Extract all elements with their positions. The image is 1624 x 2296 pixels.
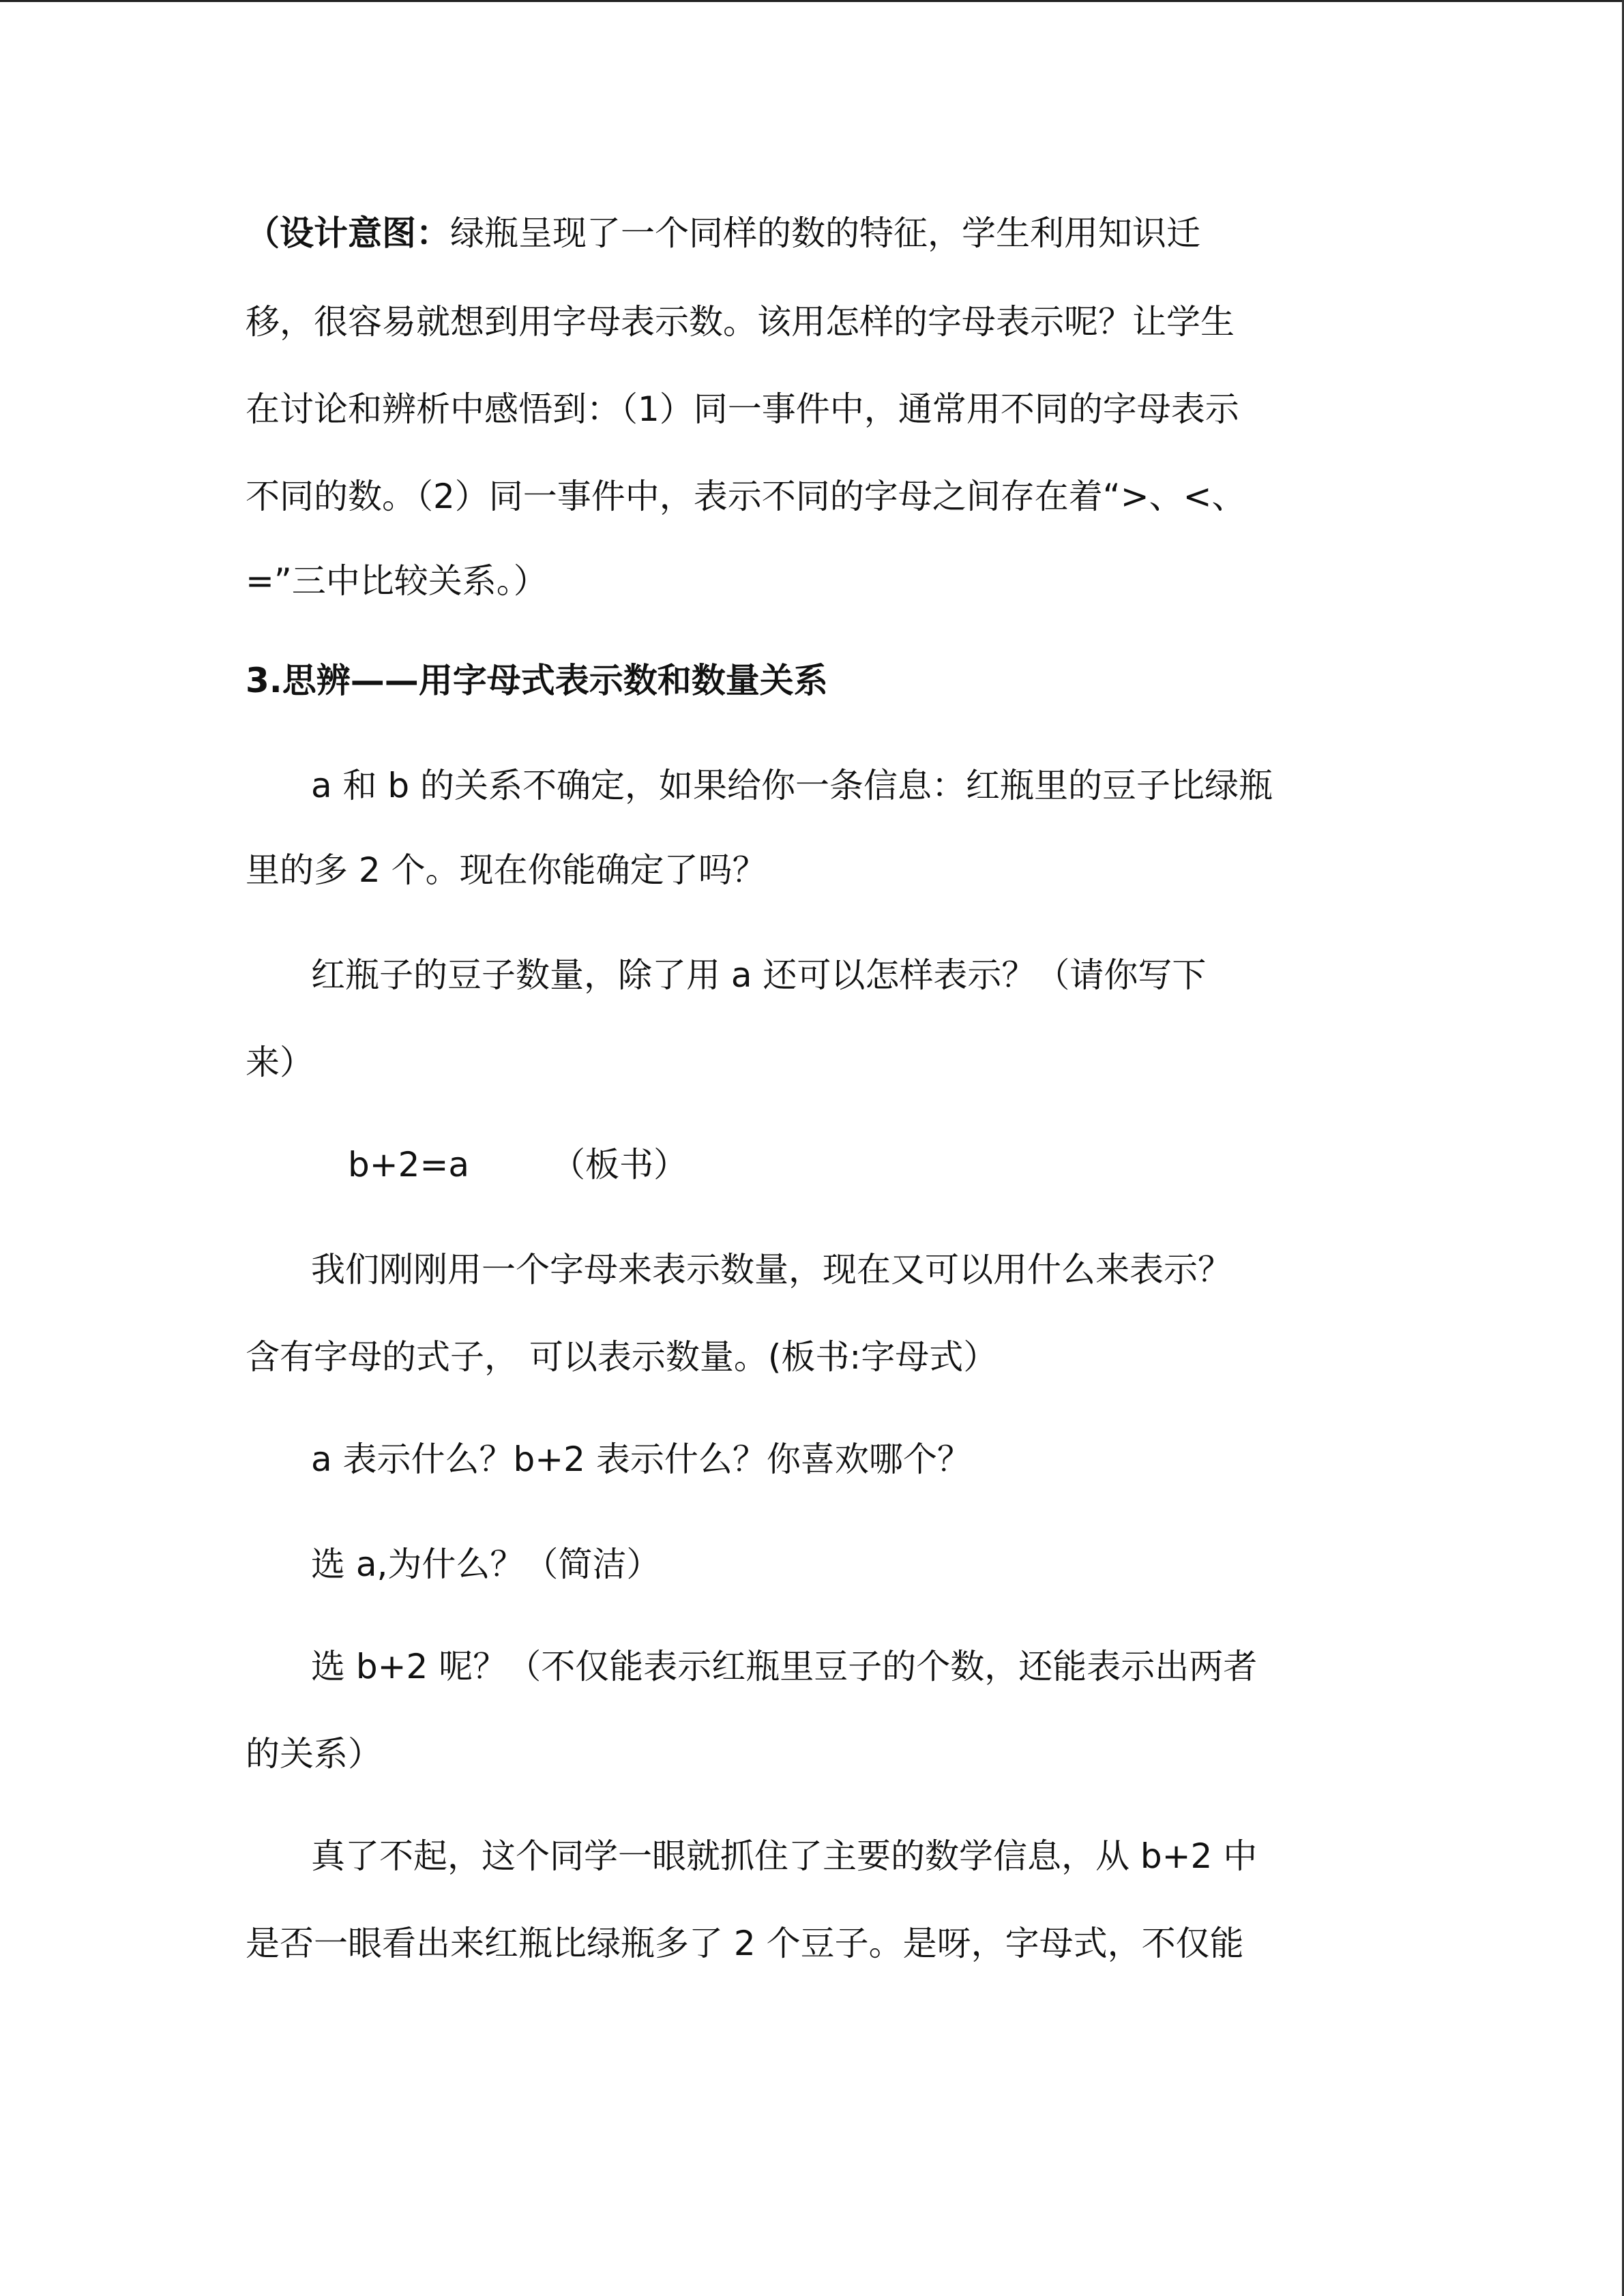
intent-line-3: 在讨论和辨析中感悟到：（1）同一事件中，通常用不同的字母表示	[246, 389, 1239, 429]
p3-line-2: 含有字母的式子， 可以表示数量。(板书:字母式）	[246, 1337, 998, 1377]
intent-line-1	[246, 213, 1200, 254]
p1-line-1: a 和 b 的关系不确定，如果给你一条信息：红瓶里的豆子比绿瓶	[311, 766, 1273, 805]
intent-line-4: 不同的数。（2）同一事件中，表示不同的字母之间存在着“>、<、	[246, 477, 1246, 516]
intent-label: （设计意图：	[246, 213, 450, 253]
p6-line-1: 选 b+2 呢？（不仅能表示红瓶里豆子的个数，还能表示出两者	[311, 1647, 1258, 1686]
p1-line-2: 里的多 2 个。现在你能确定了吗？	[246, 850, 767, 890]
p2-line-2: 来）	[246, 1043, 314, 1082]
intent-line-5: =”三中比较关系。）	[246, 561, 548, 601]
p6-line-2: 的关系）	[246, 1734, 382, 1774]
top-border	[0, 0, 1624, 2]
formula-expression: b+2=a	[348, 1145, 469, 1184]
p2-line-1: 红瓶子的豆子数量，除了用 a 还可以怎样表示？（请你写下	[311, 955, 1207, 995]
p5-line: 选 a,为什么？（简洁）	[311, 1545, 661, 1584]
p7-line-2: 是否一眼看出来红瓶比绿瓶多了 2 个豆子。是呀，字母式，不仅能	[246, 1924, 1244, 1963]
p7-line-1: 真了不起，这个同学一眼就抓住了主要的数学信息，从 b+2 中	[311, 1836, 1258, 1876]
section-heading: 3.思辨——用字母式表示数和数量关系	[246, 661, 828, 700]
intent-line-2: 移，很容易就想到用字母表示数。该用怎样的字母表示呢？让学生	[246, 302, 1235, 342]
formula-note: （板书）	[550, 1145, 688, 1184]
p4-line: a 表示什么？b+2 表示什么？你喜欢哪个？	[311, 1440, 971, 1479]
p3-line-1: 我们刚刚用一个字母来表示数量，现在又可以用什么来表示？	[311, 1250, 1232, 1289]
intent-text: 绿瓶呈现了一个同样的数的特征，学生利用知识迁	[450, 213, 1200, 253]
formula-line	[348, 1144, 688, 1185]
